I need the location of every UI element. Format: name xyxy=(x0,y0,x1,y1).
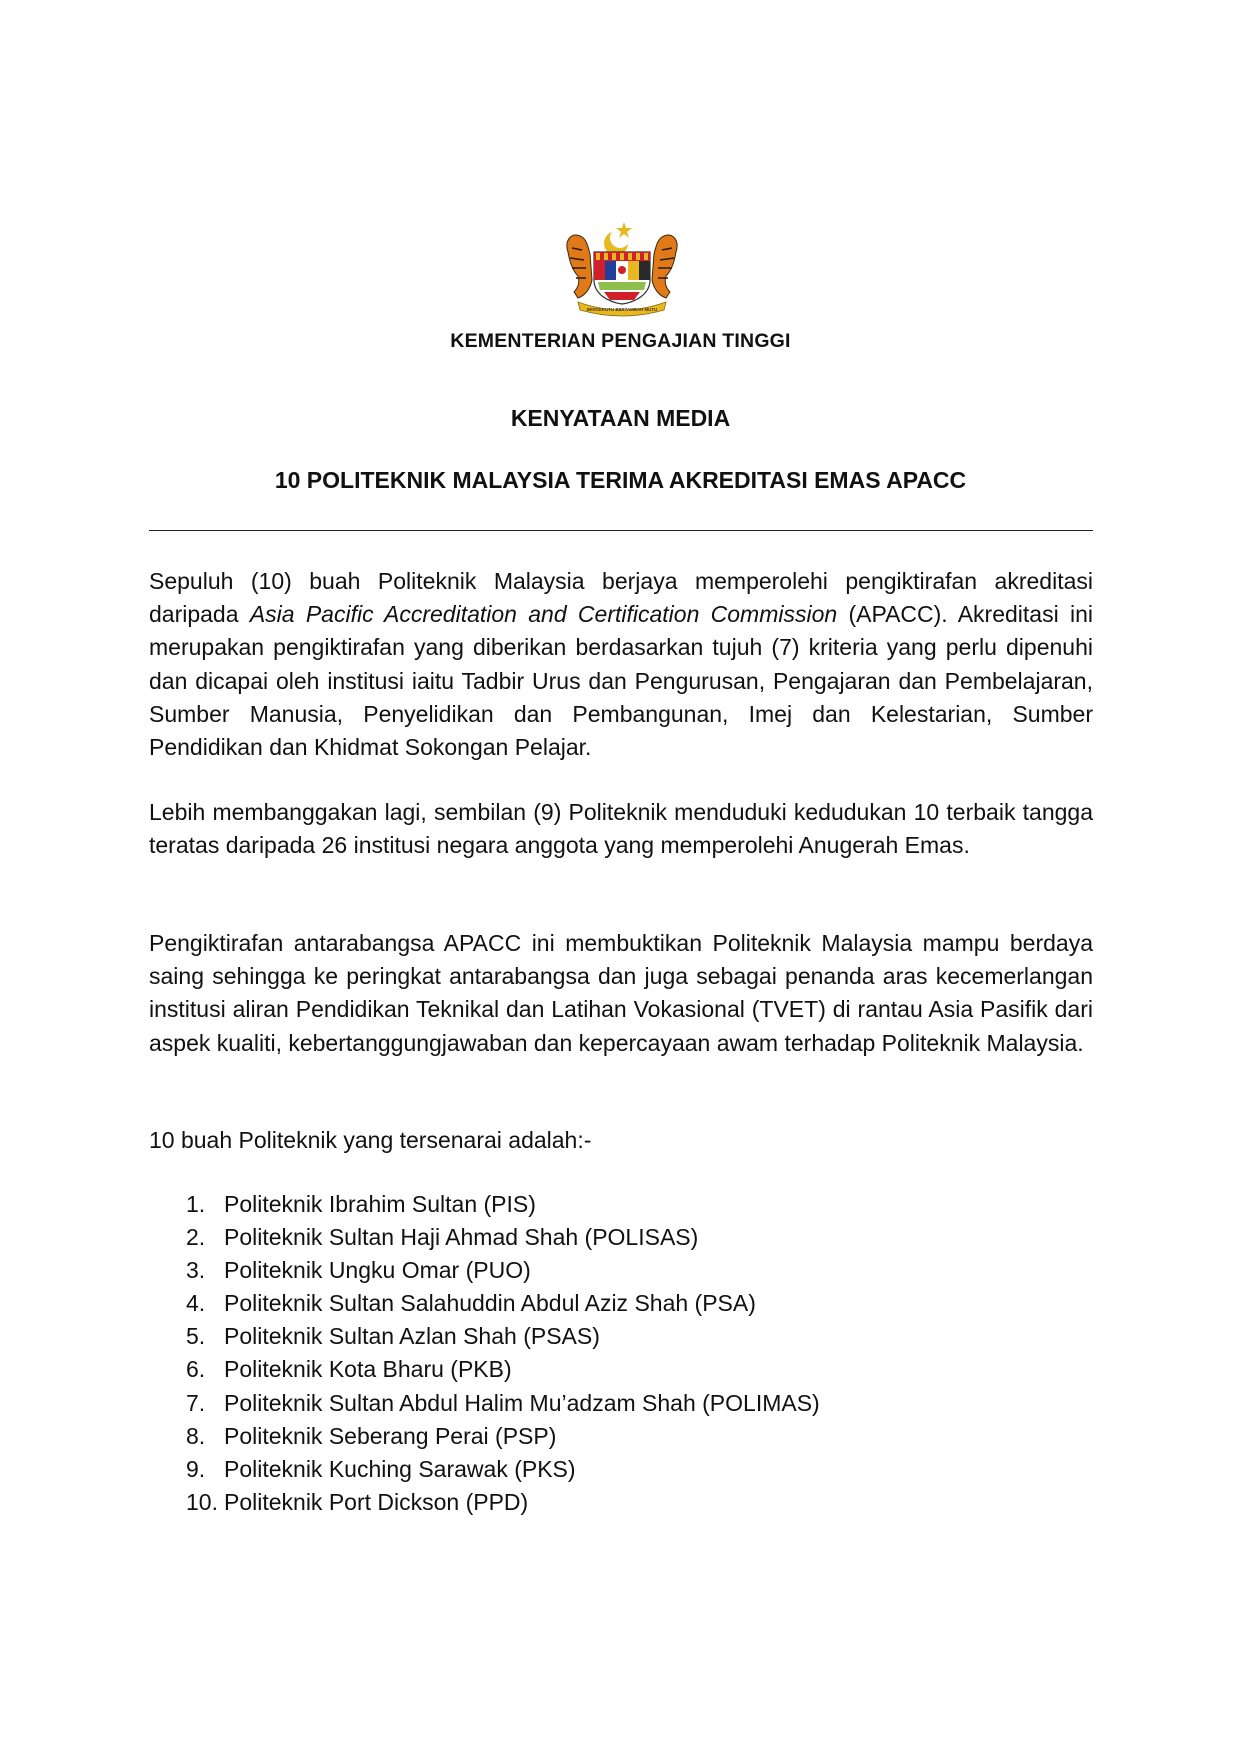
malaysia-coat-of-arms-icon xyxy=(560,218,684,318)
paragraph-1-start: Sepuluh (10) buah Politeknik Malaysia berjaya memperolehi pengiktirafan akreditasi daripada xyxy=(149,568,1093,628)
crest-motto: BERSEKUTU BERTAMBAH MUTU xyxy=(586,307,658,312)
list-item-name: Politeknik Ibrahim Sultan (PIS) xyxy=(224,1191,536,1217)
apacc-full-name: Asia Pacific Accreditation and Certification Commission xyxy=(249,601,838,628)
paragraph-3: Pengiktirafan antarabangsa APACC ini membuktikan Politeknik Malaysia mampu berdaya saing sehingga ke peringkat antarabangsa dan juga sebagai penanda aras kecemerlangan institusi aliran Pendidikan Teknikal dan Latihan Vokasional (TVET) di rantau Asia Pasifik dari aspek kualiti, kebertanggungjawaban dan kepercayaan awam terhadap Politeknik Malaysia. xyxy=(149,930,1093,1056)
list-item xyxy=(149,1287,1093,1320)
list-item xyxy=(149,1353,1093,1386)
list-item xyxy=(149,1254,1093,1287)
list-item xyxy=(149,1387,1093,1420)
list-item-number: 9. xyxy=(186,1455,206,1482)
list-item-number: 7. xyxy=(186,1389,206,1416)
list-item-number: 8. xyxy=(186,1422,206,1449)
list-item-name: Politeknik Seberang Perai (PSP) xyxy=(224,1422,557,1449)
headline-underline xyxy=(149,530,1093,531)
list-item-name: Politeknik Port Dickson (PPD) xyxy=(224,1488,529,1515)
list-intro: 10 buah Politeknik yang tersenarai adalah:- xyxy=(149,1127,592,1153)
ministry-name: KEMENTERIAN PENGAJIAN TINGGI xyxy=(450,330,791,352)
list-item xyxy=(149,1221,1093,1254)
document-type: KENYATAAN MEDIA xyxy=(510,405,731,431)
list-item-name: Politeknik Sultan Abdul Halim Mu’adzam Shah (POLIMAS) xyxy=(224,1389,820,1416)
list-item-number: 2. xyxy=(186,1224,206,1251)
list-item-name: Politeknik Kuching Sarawak (PKS) xyxy=(224,1455,576,1482)
list-item-number: 5. xyxy=(186,1323,206,1350)
list-item-name: Politeknik Sultan Salahuddin Abdul Aziz Shah (PSA) xyxy=(224,1290,756,1317)
press-release-headline: 10 POLITEKNIK MALAYSIA TERIMA AKREDITASI EMAS APACC xyxy=(274,467,967,493)
list-item xyxy=(149,1320,1093,1353)
list-item xyxy=(149,1420,1093,1453)
list-item-number: 4. xyxy=(186,1290,206,1317)
list-item xyxy=(149,1486,1093,1519)
paragraph-2: Lebih membanggakan lagi, sembilan (9) Politeknik menduduki kedudukan 10 terbaik tangga teratas daripada 26 institusi negara anggota yang memperolehi Anugerah Emas. xyxy=(149,799,1093,859)
list-item xyxy=(149,1188,1093,1221)
list-item xyxy=(149,1453,1093,1486)
list-item-name: Politeknik Sultan Azlan Shah (PSAS) xyxy=(224,1323,600,1350)
list-item-number: 10. xyxy=(186,1488,218,1515)
list-item-number: 1. xyxy=(186,1191,206,1217)
list-item-number: 3. xyxy=(186,1257,206,1284)
list-item-name: Politeknik Kota Bharu (PKB) xyxy=(224,1356,512,1383)
list-item-number: 6. xyxy=(186,1356,206,1383)
list-item-name: Politeknik Ungku Omar (PUO) xyxy=(224,1257,531,1284)
paragraph-1 xyxy=(149,565,1093,764)
paragraph-1-end: (APACC). Akreditasi ini merupakan pengiktirafan yang diberikan berdasarkan tujuh (7) kriteria yang perlu dipenuhi dan dicapai oleh institusi iaitu Tadbir Urus dan Pengurusan, Pengajaran dan Pembelajaran, Sumber Manusia, Penyelidikan dan Pembangunan, Imej dan Kelestarian, Sumber Pendidikan dan Khidmat Sokongan Pelajar. xyxy=(149,601,1094,761)
polytechnic-list xyxy=(149,1188,1093,1519)
list-item-name: Politeknik Sultan Haji Ahmad Shah (POLISAS) xyxy=(224,1224,699,1251)
